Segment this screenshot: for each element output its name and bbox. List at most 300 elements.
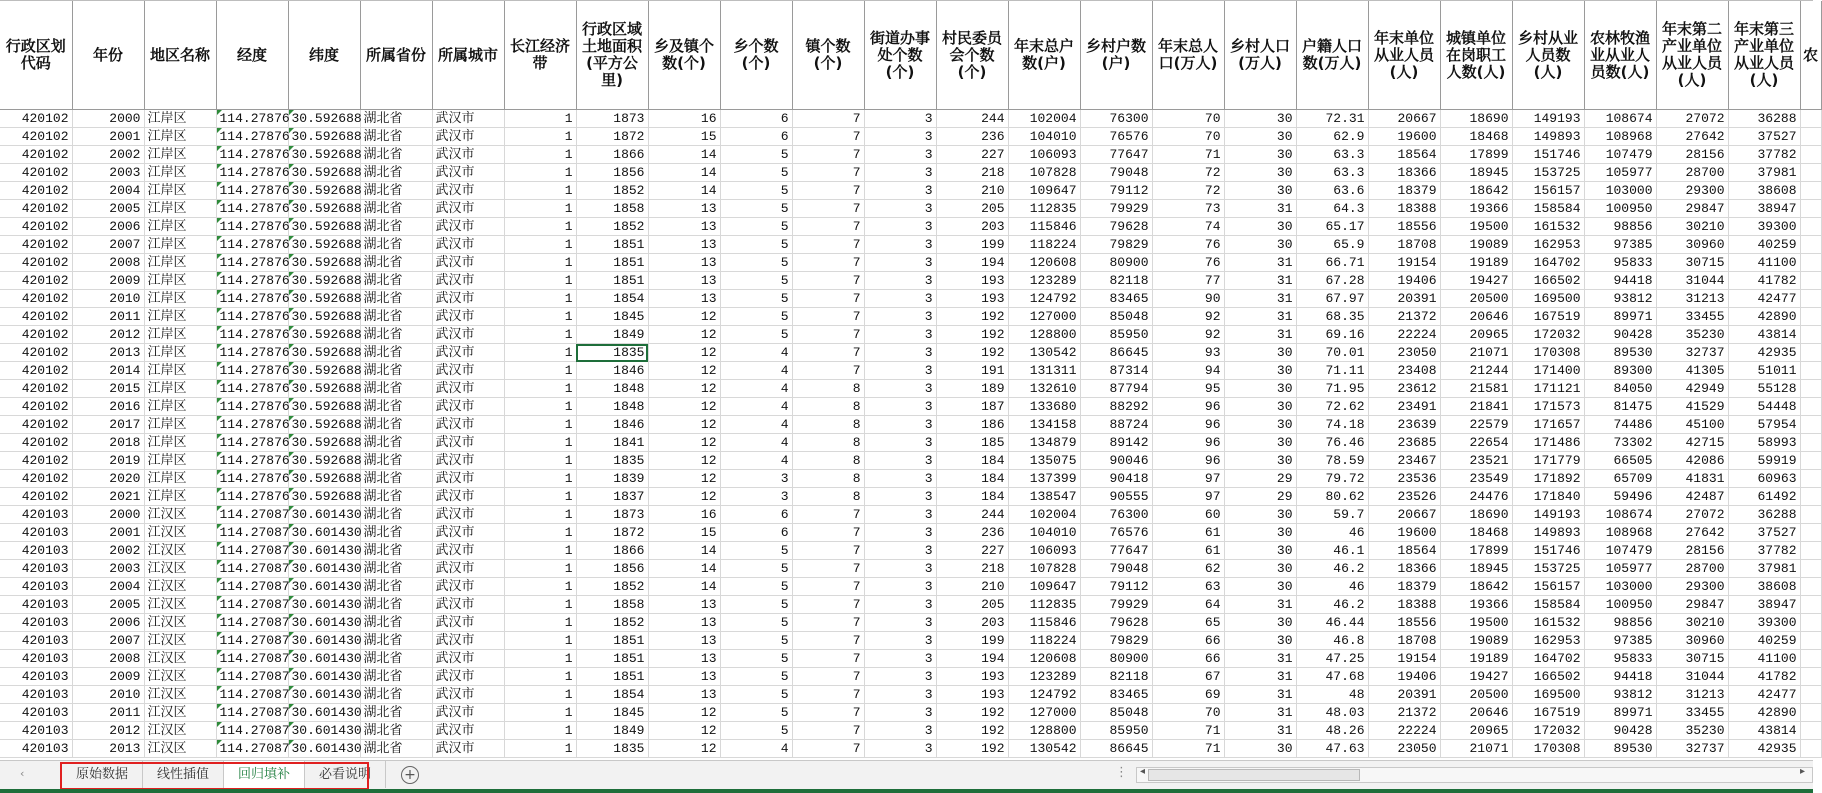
table-cell[interactable]: 江岸区: [144, 326, 216, 344]
table-cell[interactable]: 30.601430: [288, 722, 360, 740]
table-cell[interactable]: 41100: [1728, 650, 1800, 668]
table-cell[interactable]: 湖北省: [360, 452, 432, 470]
table-cell[interactable]: 59.7: [1296, 506, 1368, 524]
table-cell[interactable]: 89142: [1080, 434, 1152, 452]
table-cell[interactable]: 98856: [1584, 614, 1656, 632]
table-cell[interactable]: 149893: [1512, 128, 1584, 146]
table-cell[interactable]: 3: [864, 416, 936, 434]
table-cell[interactable]: 30: [1224, 218, 1296, 236]
table-cell[interactable]: 21372: [1368, 704, 1440, 722]
table-cell[interactable]: 96: [1152, 434, 1224, 452]
table-cell[interactable]: 42890: [1728, 308, 1800, 326]
table-cell[interactable]: 72: [1152, 164, 1224, 182]
table-cell[interactable]: 4: [720, 380, 792, 398]
table-cell[interactable]: 199: [936, 236, 1008, 254]
table-cell[interactable]: 19600: [1368, 524, 1440, 542]
table-cell[interactable]: 31213: [1656, 686, 1728, 704]
table-cell[interactable]: 1852: [576, 182, 648, 200]
table-cell[interactable]: 65: [1152, 614, 1224, 632]
table-cell[interactable]: 95: [1152, 380, 1224, 398]
table-cell[interactable]: 38947: [1728, 596, 1800, 614]
table-cell[interactable]: 36288: [1728, 110, 1800, 128]
table-cell[interactable]: [1800, 668, 1821, 686]
table-cell[interactable]: 江岸区: [144, 164, 216, 182]
table-cell[interactable]: 114.27876: [216, 308, 288, 326]
table-cell[interactable]: 17899: [1440, 146, 1512, 164]
table-cell[interactable]: 104010: [1008, 524, 1080, 542]
table-cell[interactable]: 59496: [1584, 488, 1656, 506]
table-cell[interactable]: 武汉市: [432, 596, 504, 614]
table-cell[interactable]: 114.27876: [216, 470, 288, 488]
table-cell[interactable]: 4: [720, 398, 792, 416]
table-cell[interactable]: [1800, 110, 1821, 128]
table-cell[interactable]: 97385: [1584, 236, 1656, 254]
table-cell[interactable]: 92: [1152, 326, 1224, 344]
table-cell[interactable]: 30.601430: [288, 632, 360, 650]
table-cell[interactable]: 23526: [1368, 488, 1440, 506]
table-cell[interactable]: 62: [1152, 560, 1224, 578]
table-cell[interactable]: 123289: [1008, 272, 1080, 290]
table-cell[interactable]: 420103: [0, 506, 72, 524]
table-cell[interactable]: 1846: [576, 416, 648, 434]
table-cell[interactable]: 169500: [1512, 686, 1584, 704]
table-cell[interactable]: 85048: [1080, 308, 1152, 326]
table-cell[interactable]: 30.592688: [288, 236, 360, 254]
table-cell[interactable]: 2005: [72, 200, 144, 218]
table-cell[interactable]: 72.62: [1296, 398, 1368, 416]
table-cell[interactable]: 江汉区: [144, 542, 216, 560]
table-cell[interactable]: [1800, 416, 1821, 434]
table-cell[interactable]: [1800, 290, 1821, 308]
table-cell[interactable]: [1800, 722, 1821, 740]
table-cell[interactable]: 5: [720, 668, 792, 686]
table-cell[interactable]: 18564: [1368, 542, 1440, 560]
table-cell[interactable]: 73: [1152, 200, 1224, 218]
table-cell[interactable]: 114.27087: [216, 560, 288, 578]
table-cell[interactable]: 127000: [1008, 704, 1080, 722]
table-cell[interactable]: 236: [936, 524, 1008, 542]
table-cell[interactable]: 40259: [1728, 236, 1800, 254]
table-cell[interactable]: 3: [864, 722, 936, 740]
table-cell[interactable]: 3: [864, 380, 936, 398]
table-cell[interactable]: 30715: [1656, 650, 1728, 668]
table-cell[interactable]: 135075: [1008, 452, 1080, 470]
table-cell[interactable]: 120608: [1008, 650, 1080, 668]
table-cell[interactable]: 33455: [1656, 308, 1728, 326]
table-cell[interactable]: 江岸区: [144, 398, 216, 416]
table-cell[interactable]: 8: [792, 434, 864, 452]
table-cell[interactable]: 77647: [1080, 542, 1152, 560]
table-cell[interactable]: [1800, 686, 1821, 704]
table-cell[interactable]: 79112: [1080, 182, 1152, 200]
table-cell[interactable]: 420103: [0, 524, 72, 542]
table-cell[interactable]: 湖北省: [360, 236, 432, 254]
table-cell[interactable]: 江岸区: [144, 254, 216, 272]
sheet-tab[interactable]: 原始数据: [62, 761, 143, 788]
table-cell[interactable]: 30.592688: [288, 380, 360, 398]
table-cell[interactable]: 2006: [72, 218, 144, 236]
table-cell[interactable]: 89300: [1584, 362, 1656, 380]
table-cell[interactable]: 14: [648, 578, 720, 596]
table-cell[interactable]: 2008: [72, 254, 144, 272]
table-cell[interactable]: 30.592688: [288, 146, 360, 164]
table-cell[interactable]: 169500: [1512, 290, 1584, 308]
table-cell[interactable]: 71: [1152, 146, 1224, 164]
table-cell[interactable]: 130542: [1008, 740, 1080, 758]
table-cell[interactable]: 420102: [0, 128, 72, 146]
table-cell[interactable]: 30: [1224, 506, 1296, 524]
table-cell[interactable]: 37782: [1728, 146, 1800, 164]
table-cell[interactable]: 湖北省: [360, 146, 432, 164]
table-cell[interactable]: 153725: [1512, 560, 1584, 578]
table-cell[interactable]: 武汉市: [432, 128, 504, 146]
column-header[interactable]: 年末总户数(户): [1008, 1, 1080, 110]
table-cell[interactable]: 86645: [1080, 344, 1152, 362]
table-cell[interactable]: 湖北省: [360, 578, 432, 596]
table-cell[interactable]: 114.27087: [216, 542, 288, 560]
table-cell[interactable]: 108674: [1584, 506, 1656, 524]
table-cell[interactable]: 244: [936, 506, 1008, 524]
table-cell[interactable]: 79929: [1080, 200, 1152, 218]
table-cell[interactable]: 3: [864, 290, 936, 308]
table-cell[interactable]: 2011: [72, 704, 144, 722]
table-cell[interactable]: 46.44: [1296, 614, 1368, 632]
table-cell[interactable]: 115846: [1008, 614, 1080, 632]
table-cell[interactable]: 95833: [1584, 254, 1656, 272]
table-cell[interactable]: 28156: [1656, 146, 1728, 164]
table-cell[interactable]: 186: [936, 416, 1008, 434]
table-cell[interactable]: 30.592688: [288, 272, 360, 290]
table-cell[interactable]: 114.27087: [216, 650, 288, 668]
table-cell[interactable]: 107479: [1584, 146, 1656, 164]
table-cell[interactable]: 30.601430: [288, 686, 360, 704]
table-cell[interactable]: 江岸区: [144, 290, 216, 308]
table-cell[interactable]: [1800, 488, 1821, 506]
table-cell[interactable]: 1: [504, 344, 576, 362]
table-cell[interactable]: 1: [504, 650, 576, 668]
table-cell[interactable]: 46.2: [1296, 596, 1368, 614]
table-cell[interactable]: 1845: [576, 704, 648, 722]
table-cell[interactable]: 184: [936, 470, 1008, 488]
table-cell[interactable]: 3: [864, 200, 936, 218]
table-cell[interactable]: 62.9: [1296, 128, 1368, 146]
table-cell[interactable]: 149193: [1512, 506, 1584, 524]
table-cell[interactable]: 武汉市: [432, 380, 504, 398]
table-cell[interactable]: 23521: [1440, 452, 1512, 470]
table-cell[interactable]: 131311: [1008, 362, 1080, 380]
table-cell[interactable]: 192: [936, 308, 1008, 326]
table-cell[interactable]: 31: [1224, 290, 1296, 308]
table-cell[interactable]: 湖北省: [360, 704, 432, 722]
table-cell[interactable]: 20391: [1368, 686, 1440, 704]
table-cell[interactable]: 114.27087: [216, 596, 288, 614]
column-header[interactable]: 镇个数(个): [792, 1, 864, 110]
column-header[interactable]: 村民委员会个数(个): [936, 1, 1008, 110]
table-cell[interactable]: 164702: [1512, 254, 1584, 272]
table-cell[interactable]: 19189: [1440, 650, 1512, 668]
table-cell[interactable]: 3: [864, 434, 936, 452]
table-cell[interactable]: 19600: [1368, 128, 1440, 146]
table-cell[interactable]: 48.26: [1296, 722, 1368, 740]
table-cell[interactable]: 114.27087: [216, 668, 288, 686]
table-cell[interactable]: 1: [504, 362, 576, 380]
table-cell[interactable]: 92: [1152, 308, 1224, 326]
table-cell[interactable]: 1848: [576, 398, 648, 416]
table-cell[interactable]: 66505: [1584, 452, 1656, 470]
table-cell[interactable]: 5: [720, 146, 792, 164]
table-cell[interactable]: 192: [936, 722, 1008, 740]
table-cell[interactable]: 51011: [1728, 362, 1800, 380]
table-cell[interactable]: 74: [1152, 218, 1224, 236]
table-cell[interactable]: 114.27876: [216, 362, 288, 380]
table-cell[interactable]: 江汉区: [144, 560, 216, 578]
table-cell[interactable]: 1: [504, 308, 576, 326]
table-cell[interactable]: 30.592688: [288, 254, 360, 272]
table-cell[interactable]: 33455: [1656, 704, 1728, 722]
table-cell[interactable]: 5: [720, 182, 792, 200]
table-cell[interactable]: 30: [1224, 740, 1296, 758]
table-cell[interactable]: 194: [936, 650, 1008, 668]
table-cell[interactable]: 32737: [1656, 344, 1728, 362]
table-cell[interactable]: 420102: [0, 146, 72, 164]
table-cell[interactable]: 15: [648, 524, 720, 542]
table-cell[interactable]: 71: [1152, 722, 1224, 740]
table-cell[interactable]: 96: [1152, 416, 1224, 434]
table-cell[interactable]: 12: [648, 380, 720, 398]
table-cell[interactable]: 3: [864, 704, 936, 722]
table-cell[interactable]: 3: [720, 470, 792, 488]
table-cell[interactable]: 103000: [1584, 182, 1656, 200]
table-cell[interactable]: 114.27876: [216, 200, 288, 218]
scroll-right-arrow-icon[interactable]: ▸: [1800, 766, 1806, 777]
table-cell[interactable]: 1872: [576, 524, 648, 542]
table-cell[interactable]: 1: [504, 326, 576, 344]
table-cell[interactable]: 161532: [1512, 614, 1584, 632]
table-cell[interactable]: 28156: [1656, 542, 1728, 560]
table-cell[interactable]: 23050: [1368, 740, 1440, 758]
column-header[interactable]: 农林牧渔业从业人员数(人): [1584, 1, 1656, 110]
table-cell[interactable]: 1872: [576, 128, 648, 146]
table-cell[interactable]: 244: [936, 110, 1008, 128]
table-cell[interactable]: 3: [864, 614, 936, 632]
table-cell[interactable]: 1852: [576, 614, 648, 632]
table-cell[interactable]: 湖北省: [360, 740, 432, 758]
table-cell[interactable]: 湖北省: [360, 272, 432, 290]
table-cell[interactable]: 218: [936, 164, 1008, 182]
table-cell[interactable]: [1800, 272, 1821, 290]
table-cell[interactable]: [1800, 614, 1821, 632]
table-cell[interactable]: 武汉市: [432, 560, 504, 578]
table-cell[interactable]: 7: [792, 650, 864, 668]
table-cell[interactable]: 108968: [1584, 524, 1656, 542]
table-cell[interactable]: 18468: [1440, 128, 1512, 146]
table-cell[interactable]: 162953: [1512, 236, 1584, 254]
table-cell[interactable]: 420103: [0, 668, 72, 686]
table-cell[interactable]: 35230: [1656, 722, 1728, 740]
table-cell[interactable]: 2014: [72, 362, 144, 380]
table-cell[interactable]: 3: [864, 650, 936, 668]
table-cell[interactable]: 湖北省: [360, 164, 432, 182]
table-cell[interactable]: 1846: [576, 362, 648, 380]
table-cell[interactable]: 69.16: [1296, 326, 1368, 344]
table-cell[interactable]: 31: [1224, 704, 1296, 722]
table-cell[interactable]: 167519: [1512, 704, 1584, 722]
table-cell[interactable]: 1: [504, 722, 576, 740]
table-cell[interactable]: 1: [504, 200, 576, 218]
table-cell[interactable]: 12: [648, 362, 720, 380]
table-cell[interactable]: 湖北省: [360, 128, 432, 146]
table-cell[interactable]: 151746: [1512, 146, 1584, 164]
table-cell[interactable]: 20500: [1440, 686, 1512, 704]
table-cell[interactable]: 114.27876: [216, 218, 288, 236]
more-options-icon[interactable]: ⋮: [1115, 765, 1128, 780]
table-cell[interactable]: 4: [720, 344, 792, 362]
table-cell[interactable]: 30.601430: [288, 704, 360, 722]
table-cell[interactable]: 156157: [1512, 578, 1584, 596]
table-cell[interactable]: 63.6: [1296, 182, 1368, 200]
table-cell[interactable]: 湖北省: [360, 650, 432, 668]
table-cell[interactable]: 江岸区: [144, 434, 216, 452]
table-cell[interactable]: 12: [648, 434, 720, 452]
table-cell[interactable]: 30960: [1656, 236, 1728, 254]
table-cell[interactable]: 193: [936, 686, 1008, 704]
table-cell[interactable]: 118224: [1008, 632, 1080, 650]
table-cell[interactable]: 武汉市: [432, 650, 504, 668]
table-cell[interactable]: 420103: [0, 578, 72, 596]
table-cell[interactable]: 18690: [1440, 506, 1512, 524]
table-cell[interactable]: 武汉市: [432, 632, 504, 650]
table-cell[interactable]: 江汉区: [144, 506, 216, 524]
table-cell[interactable]: 67: [1152, 668, 1224, 686]
table-cell[interactable]: 18388: [1368, 596, 1440, 614]
table-cell[interactable]: 武汉市: [432, 308, 504, 326]
table-cell[interactable]: 46.1: [1296, 542, 1368, 560]
table-cell[interactable]: [1800, 146, 1821, 164]
table-cell[interactable]: 2000: [72, 110, 144, 128]
table-cell[interactable]: 171573: [1512, 398, 1584, 416]
table-cell[interactable]: 118224: [1008, 236, 1080, 254]
table-cell[interactable]: 72: [1152, 182, 1224, 200]
column-header[interactable]: 乡村人口(万人): [1224, 1, 1296, 110]
table-cell[interactable]: 79829: [1080, 236, 1152, 254]
table-cell[interactable]: 2019: [72, 452, 144, 470]
table-cell[interactable]: 江汉区: [144, 632, 216, 650]
table-cell[interactable]: 武汉市: [432, 416, 504, 434]
table-cell[interactable]: 1: [504, 434, 576, 452]
table-cell[interactable]: 77647: [1080, 146, 1152, 164]
table-cell[interactable]: [1800, 128, 1821, 146]
table-cell[interactable]: 31: [1224, 272, 1296, 290]
table-cell[interactable]: 18945: [1440, 164, 1512, 182]
table-cell[interactable]: 武汉市: [432, 290, 504, 308]
table-cell[interactable]: 1: [504, 686, 576, 704]
table-cell[interactable]: 4: [720, 434, 792, 452]
table-cell[interactable]: 19427: [1440, 272, 1512, 290]
table-cell[interactable]: 69: [1152, 686, 1224, 704]
table-cell[interactable]: 湖北省: [360, 614, 432, 632]
table-cell[interactable]: 19154: [1368, 254, 1440, 272]
table-cell[interactable]: 41529: [1656, 398, 1728, 416]
table-cell[interactable]: [1800, 560, 1821, 578]
table-cell[interactable]: 5: [720, 704, 792, 722]
table-cell[interactable]: [1800, 254, 1821, 272]
table-cell[interactable]: 1848: [576, 380, 648, 398]
table-cell[interactable]: 1: [504, 542, 576, 560]
table-cell[interactable]: 85950: [1080, 326, 1152, 344]
table-cell[interactable]: 3: [864, 488, 936, 506]
table-cell[interactable]: 158584: [1512, 596, 1584, 614]
table-cell[interactable]: 420102: [0, 380, 72, 398]
table-cell[interactable]: 18366: [1368, 560, 1440, 578]
table-cell[interactable]: 29300: [1656, 182, 1728, 200]
column-header[interactable]: 长江经济带: [504, 1, 576, 110]
table-cell[interactable]: 193: [936, 272, 1008, 290]
table-cell[interactable]: 236: [936, 128, 1008, 146]
table-cell[interactable]: 武汉市: [432, 434, 504, 452]
table-cell[interactable]: 30.592688: [288, 182, 360, 200]
table-cell[interactable]: 30: [1224, 452, 1296, 470]
table-cell[interactable]: 1: [504, 146, 576, 164]
table-cell[interactable]: 114.27876: [216, 344, 288, 362]
table-cell[interactable]: 江汉区: [144, 650, 216, 668]
table-cell[interactable]: 47.25: [1296, 650, 1368, 668]
table-cell[interactable]: 湖北省: [360, 398, 432, 416]
table-cell[interactable]: 江岸区: [144, 218, 216, 236]
table-cell[interactable]: 83465: [1080, 686, 1152, 704]
table-cell[interactable]: 13: [648, 650, 720, 668]
table-cell[interactable]: 420102: [0, 488, 72, 506]
table-cell[interactable]: 30210: [1656, 218, 1728, 236]
table-cell[interactable]: 1: [504, 380, 576, 398]
table-cell[interactable]: 30: [1224, 110, 1296, 128]
table-cell[interactable]: 166502: [1512, 668, 1584, 686]
table-cell[interactable]: 108968: [1584, 128, 1656, 146]
table-cell[interactable]: 47.63: [1296, 740, 1368, 758]
table-cell[interactable]: [1800, 704, 1821, 722]
table-cell[interactable]: 79628: [1080, 614, 1152, 632]
table-cell[interactable]: 1851: [576, 272, 648, 290]
table-cell[interactable]: 江岸区: [144, 452, 216, 470]
table-cell[interactable]: 15: [648, 128, 720, 146]
table-cell[interactable]: 60: [1152, 506, 1224, 524]
table-cell[interactable]: 96: [1152, 452, 1224, 470]
table-cell[interactable]: 18945: [1440, 560, 1512, 578]
table-cell[interactable]: 66.71: [1296, 254, 1368, 272]
table-cell[interactable]: 武汉市: [432, 452, 504, 470]
table-cell[interactable]: [1800, 524, 1821, 542]
table-cell[interactable]: 武汉市: [432, 326, 504, 344]
table-cell[interactable]: 30.592688: [288, 416, 360, 434]
table-cell[interactable]: 1854: [576, 686, 648, 704]
table-cell[interactable]: 90418: [1080, 470, 1152, 488]
column-header[interactable]: 年份: [72, 1, 144, 110]
table-cell[interactable]: 湖北省: [360, 326, 432, 344]
table-cell[interactable]: 193: [936, 290, 1008, 308]
table-cell[interactable]: 420102: [0, 308, 72, 326]
table-cell[interactable]: 86645: [1080, 740, 1152, 758]
table-cell[interactable]: 江汉区: [144, 614, 216, 632]
table-cell[interactable]: 84050: [1584, 380, 1656, 398]
table-cell[interactable]: 6: [720, 128, 792, 146]
table-cell[interactable]: 8: [792, 452, 864, 470]
table-cell[interactable]: 114.27876: [216, 272, 288, 290]
table-cell[interactable]: 江汉区: [144, 722, 216, 740]
table-cell[interactable]: 2001: [72, 524, 144, 542]
table-cell[interactable]: 23491: [1368, 398, 1440, 416]
table-cell[interactable]: 7: [792, 272, 864, 290]
table-cell[interactable]: 30.592688: [288, 452, 360, 470]
table-cell[interactable]: 3: [864, 254, 936, 272]
